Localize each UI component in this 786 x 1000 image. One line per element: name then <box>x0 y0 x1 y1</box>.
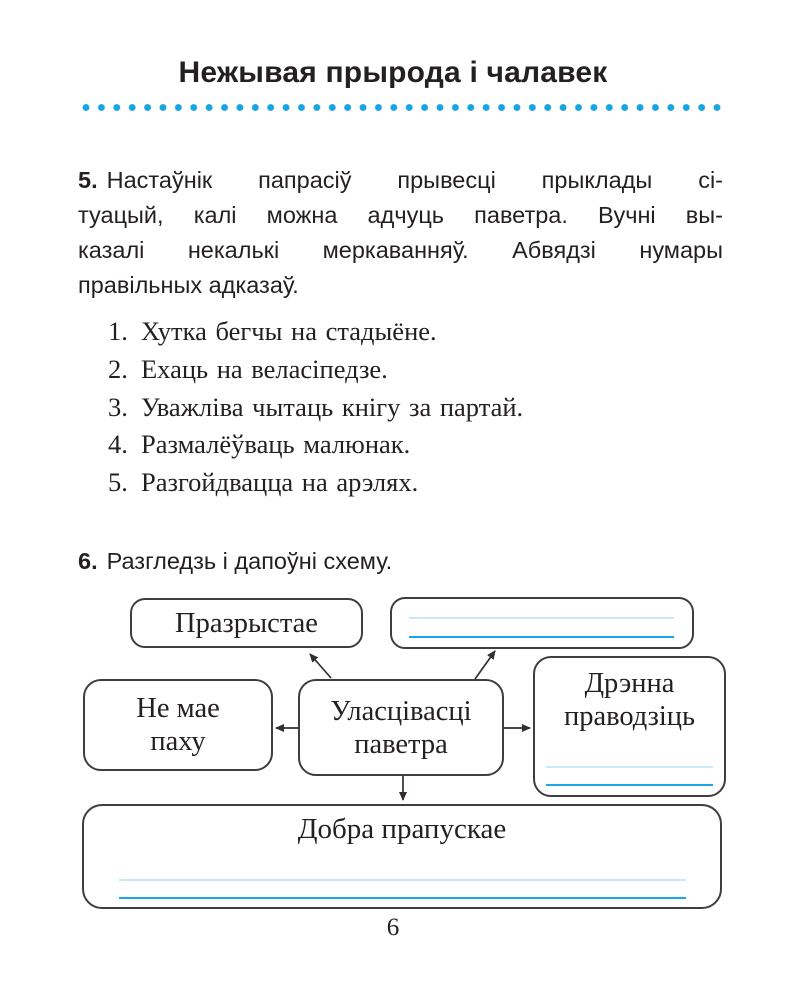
exercise-6-number: 6. <box>78 548 98 574</box>
answer-number-4[interactable]: 4. <box>108 429 128 460</box>
diagram-box-poorly-conducts <box>533 656 726 797</box>
dotted-divider <box>82 103 725 112</box>
diagram-box-blank <box>390 597 694 649</box>
answer-writing-line[interactable] <box>119 897 686 899</box>
list-item <box>108 389 728 427</box>
exercise-5-line-1 <box>78 163 723 198</box>
answer-text: Ехаць на веласіпедзе. <box>141 353 388 384</box>
answer-writing-line[interactable] <box>546 766 713 768</box>
answer-writing-line[interactable] <box>546 784 713 786</box>
diagram-box-label: Не мае <box>136 693 220 724</box>
exercise-6-instruction: Разгледзь і дапоўні схему. <box>106 548 393 574</box>
answer-number-3[interactable]: 3. <box>108 391 128 422</box>
arrow-up-right <box>475 651 495 679</box>
page-title: Нежывая прырода і чалавек <box>178 56 608 89</box>
diagram-box-transparent <box>130 598 363 648</box>
answer-writing-line[interactable] <box>409 636 674 638</box>
exercise-5 <box>78 163 723 303</box>
exercise-5-text: Настаўнік папрасіў прывесці прыклады сі- <box>106 167 723 193</box>
answer-text: Разгойдвацца на арэлях. <box>141 467 419 498</box>
exercise-6 <box>78 544 723 578</box>
exercise-5-line-4: правільных адказаў. <box>78 272 299 298</box>
diagram-box-label: Празрыстае <box>175 607 318 639</box>
list-item <box>108 426 728 464</box>
answer-list <box>108 313 728 502</box>
diagram-box-no-smell <box>83 679 273 771</box>
list-item <box>108 313 728 351</box>
diagram-box-label: Дрэнна <box>584 668 675 699</box>
answer-writing-line[interactable] <box>409 617 674 619</box>
list-item <box>108 351 728 389</box>
arrow-up-left <box>310 654 331 678</box>
diagram-box-label: праводзіць <box>563 701 696 732</box>
diagram-box-label: паветра <box>354 728 448 760</box>
answer-number-2[interactable]: 2. <box>108 353 128 384</box>
answer-text: Хутка бегчы на стадыёне. <box>141 316 437 346</box>
answer-text: Уважліва чытаць кнігу за партай. <box>141 391 524 422</box>
exercise-5-line-2: туацый, калі можна адчуць паветра. Вучні вы- <box>78 202 723 228</box>
answer-number-5[interactable]: 5. <box>108 467 128 498</box>
list-item <box>108 464 728 502</box>
diagram-box-label: Добра прапускае <box>297 813 507 845</box>
answer-number-1[interactable]: 1. <box>108 316 128 346</box>
page-number: 6 <box>386 914 400 941</box>
answer-writing-line[interactable] <box>119 879 686 881</box>
diagram-box-label: Уласцівасці <box>330 695 472 727</box>
diagram-box-center-properties <box>298 679 504 776</box>
exercise-5-number: 5. <box>78 167 98 193</box>
exercise-5-line-3: казалі некалькі меркаванняў. Абвядзі нумары <box>78 237 723 263</box>
diagram-box-well-transmits <box>82 804 722 909</box>
diagram-box-label: паху <box>150 726 206 757</box>
answer-text: Размалёўваць малюнак. <box>141 429 411 460</box>
